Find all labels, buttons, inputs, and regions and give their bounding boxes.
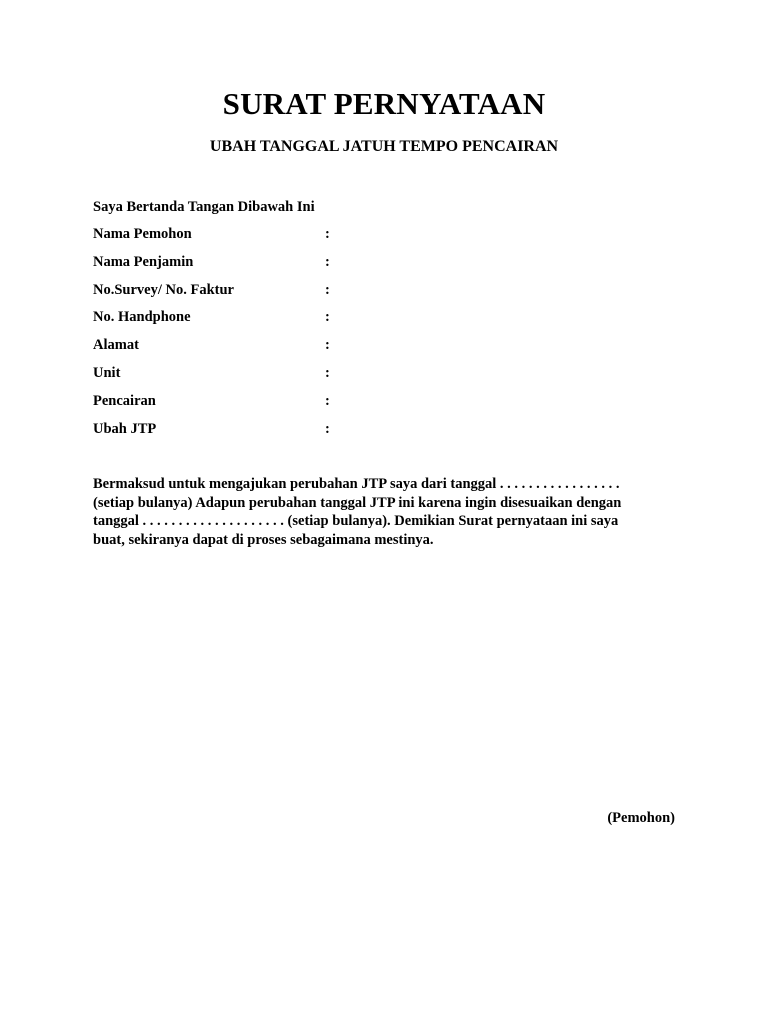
field-row-pencairan xyxy=(93,391,393,419)
field-label: Nama Pemohon xyxy=(93,226,192,242)
document-title: SURAT PERNYATAAN xyxy=(222,86,546,121)
field-label: No. Handphone xyxy=(93,309,191,326)
field-label: Pencairan xyxy=(93,392,156,409)
field-colon: : xyxy=(325,281,330,298)
statement-part-2b: tanggal . . . . . . . . . . . . . . . . . . . . (setiap bulanya). Demikian Surat pernyataan ini saya xyxy=(93,513,619,529)
statement-part-3: buat, sekiranya dapat di proses sebagaimana mestinya. xyxy=(93,531,434,548)
field-row-unit xyxy=(93,363,393,391)
field-colon: : xyxy=(325,392,330,409)
statement-part-2: (setiap bulanya) Adapun perubahan tanggal JTP ini karena ingin disesuaikan dengan xyxy=(93,494,622,511)
field-row-nama-pemohon xyxy=(93,224,393,252)
field-colon: : xyxy=(325,253,330,270)
statement-paragraph xyxy=(93,475,675,549)
intro-text: Saya Bertanda Tangan Dibawah Ini xyxy=(93,199,315,215)
field-colon: : xyxy=(325,337,330,354)
field-row-no-survey-faktur xyxy=(93,280,393,308)
field-row-alamat xyxy=(93,335,393,363)
field-colon: : xyxy=(325,309,330,326)
field-label: Unit xyxy=(93,364,121,381)
applicant-fields xyxy=(93,224,393,446)
field-label: Nama Penjamin xyxy=(93,253,194,270)
field-row-nama-penjamin xyxy=(93,252,393,280)
field-label: Alamat xyxy=(93,337,139,354)
field-label: Ubah JTP xyxy=(93,420,157,437)
statement-part-1: Bermaksud untuk mengajukan perubahan JTP saya dari tanggal . . . . . . . . . . . . . . . . . xyxy=(93,476,620,492)
signature-label: (Pemohon) xyxy=(607,810,675,826)
field-colon: : xyxy=(325,420,330,437)
field-row-ubah-jtp xyxy=(93,419,393,447)
document-subtitle: UBAH TANGGAL JATUH TEMPO PENCAIRAN xyxy=(209,138,559,155)
field-colon: : xyxy=(325,226,330,242)
field-row-no-handphone xyxy=(93,307,393,335)
field-label: No.Survey/ No. Faktur xyxy=(93,281,234,298)
field-colon: : xyxy=(325,364,330,381)
